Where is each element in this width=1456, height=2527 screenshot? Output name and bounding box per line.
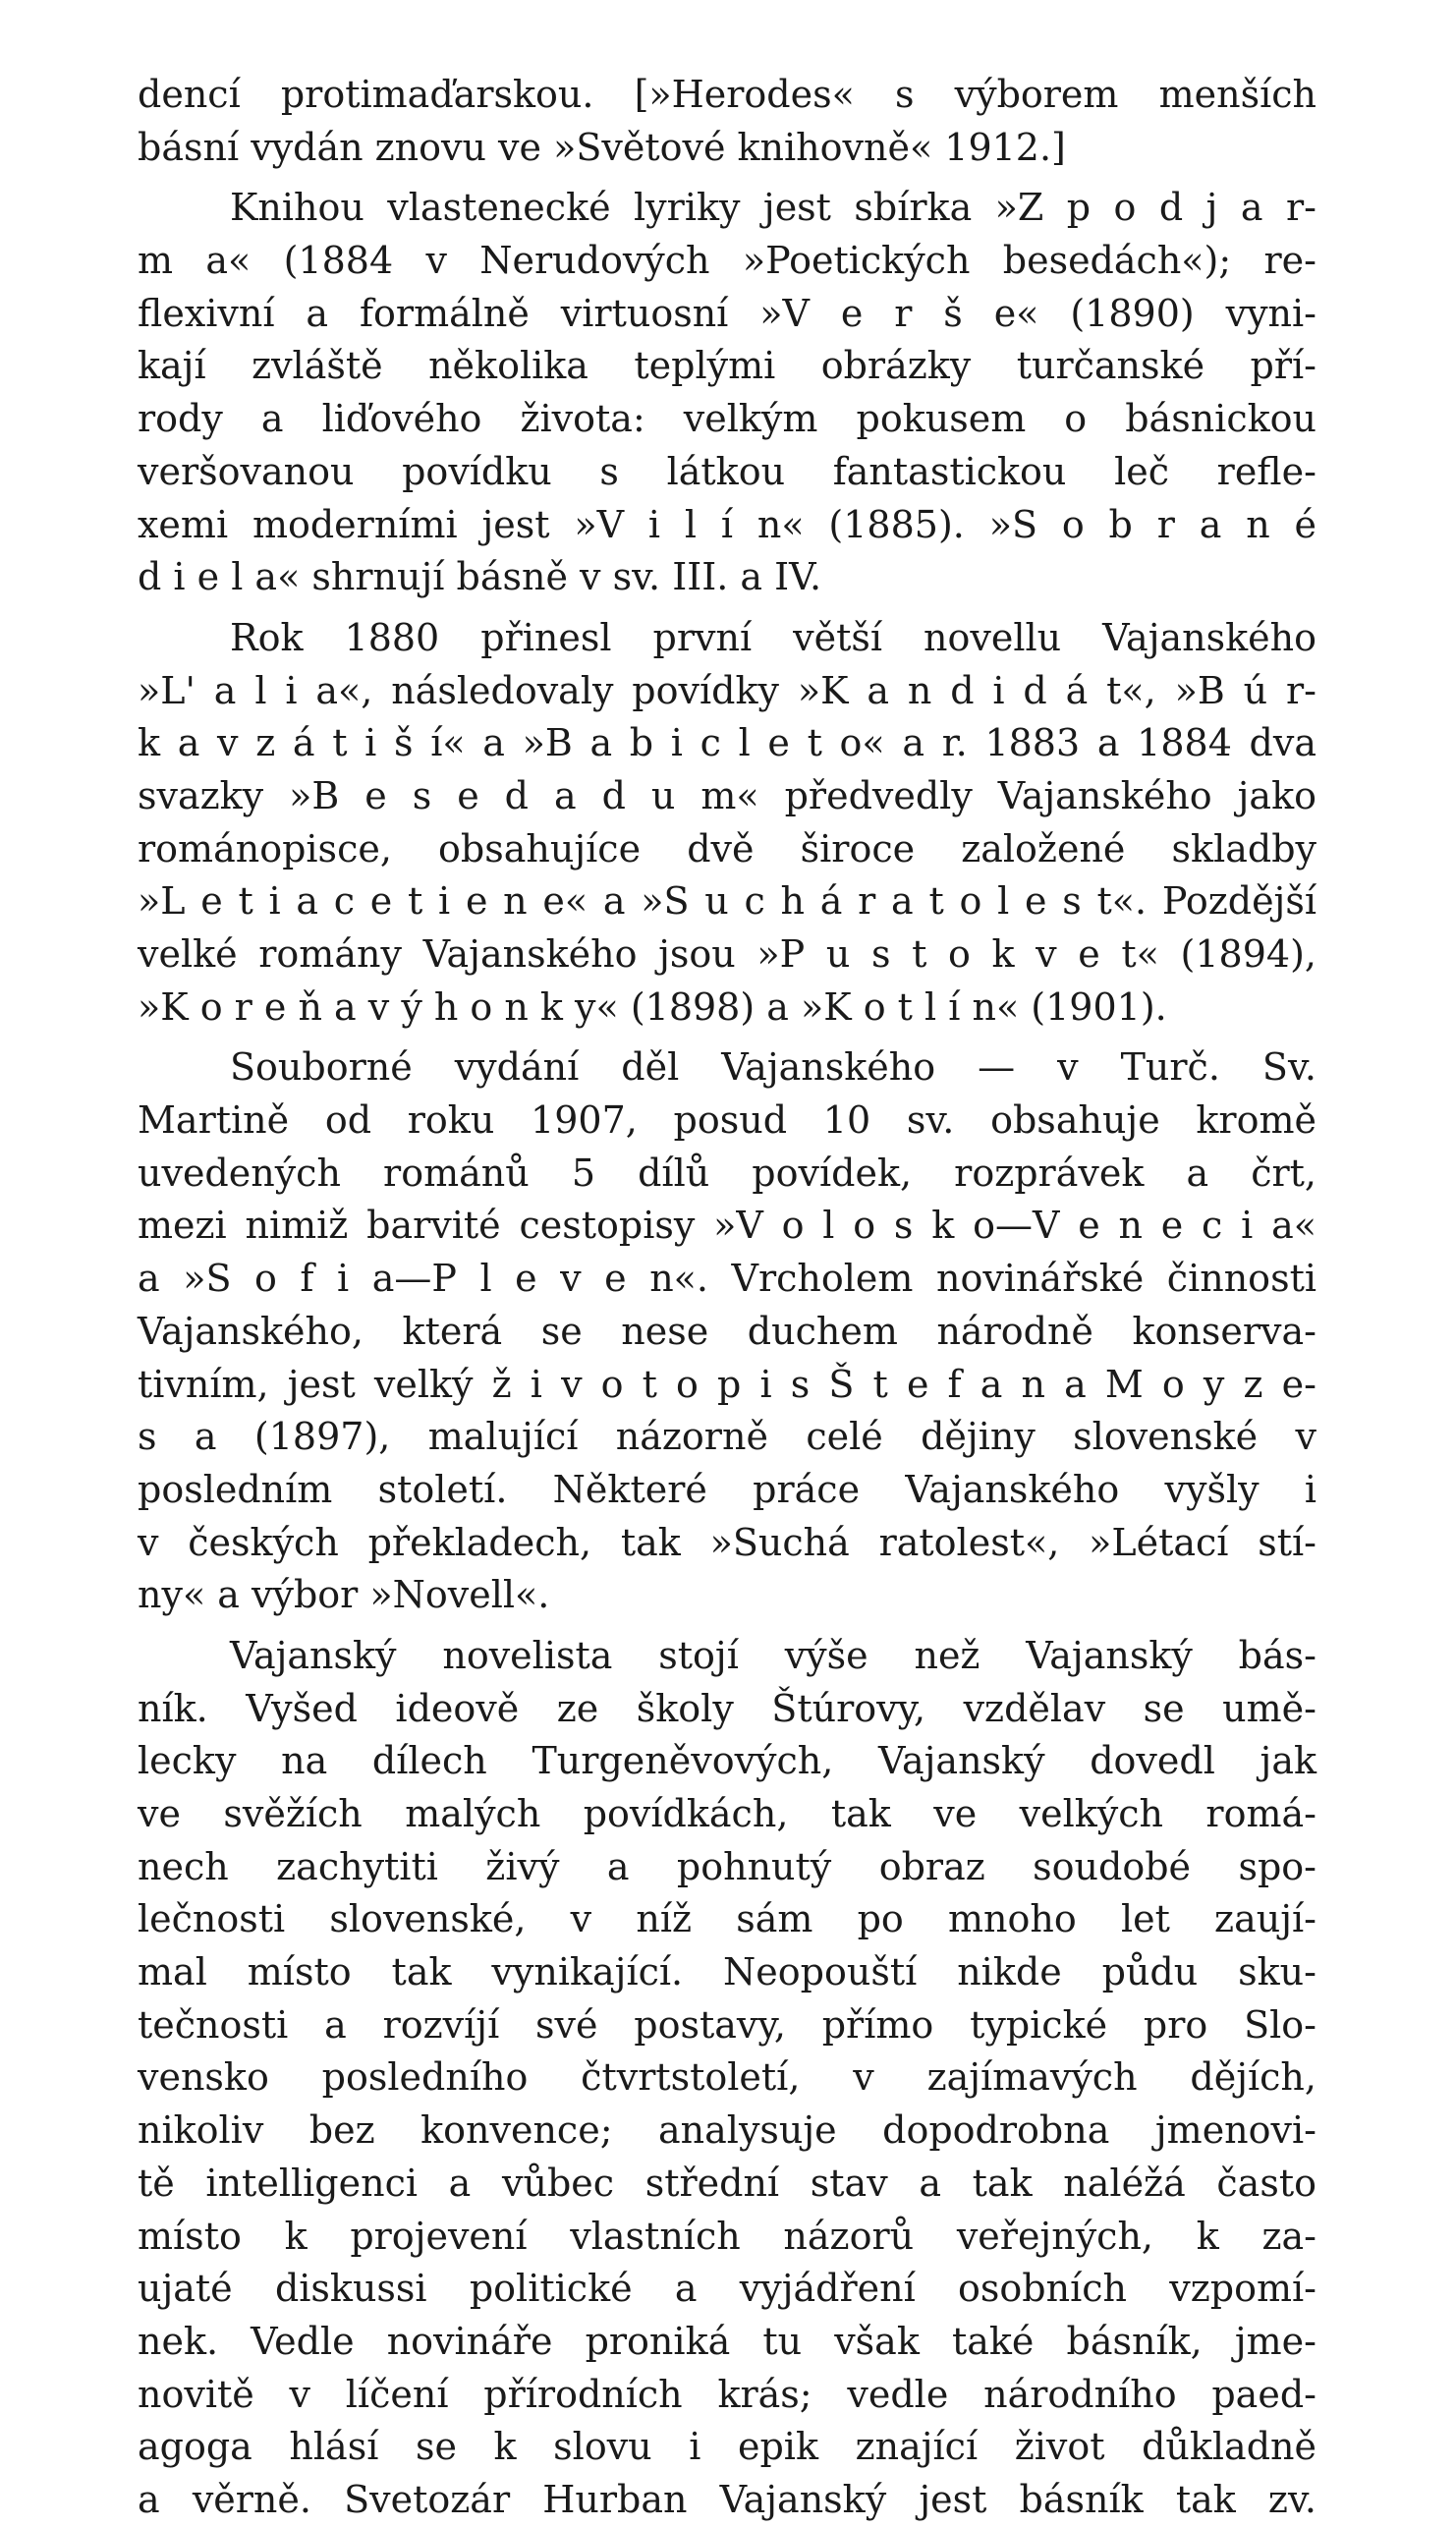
text-line: tě intelligenci a vůbec střední stav a tak naléžá často xyxy=(138,2161,1316,2205)
text-line: svazky »B e s e d a d u m« předvedly Vajanského jako xyxy=(138,773,1316,817)
text-line: kají zvláště několika teplými obrázky turčanské pří- xyxy=(138,344,1316,388)
text-line: uvedených románů 5 dílů povídek, rozprávek a črt, xyxy=(138,1151,1316,1195)
text-line: lecky na dílech Turgeněvových, Vajanský dovedl jak xyxy=(138,1739,1316,1783)
text-line: a »S o f i a—P l e v e n«. Vrcholem novinářské činnosti xyxy=(138,1257,1316,1301)
text-line: tečnosti a rozvíjí své postavy, přímo typické pro Slo- xyxy=(138,2002,1316,2047)
text-line: Vajanského, která se nese duchem národně konserva- xyxy=(138,1309,1316,1353)
text-line: lečnosti slovenské, v níž sám po mnoho let zaují- xyxy=(138,1897,1316,1941)
text-line: ník. Vyšed ideově ze školy Štúrovy, vzdělav se umě- xyxy=(138,1686,1316,1730)
paragraph-5 xyxy=(138,1630,1316,2527)
text-line: ve svěžích malých povídkách, tak ve velkých romá- xyxy=(138,1792,1316,1835)
text-line: Rok 1880 přinesl první větší novellu Vajanského xyxy=(230,615,1316,659)
text-line: rody a liďového života: velkým pokusem o básnickou xyxy=(138,397,1316,441)
text-line: posledním století. Některé práce Vajanského vyšly i xyxy=(138,1467,1316,1511)
text-line: agoga hlásí se k slovu i epik znající život důkladně xyxy=(138,2425,1316,2469)
text-line: v českých překladech, tak »Suchá ratolest«, »Létací stí- xyxy=(138,1520,1316,1564)
text-line: veršovanou povídku s látkou fantastickou leč refle- xyxy=(138,449,1316,493)
text-line: básní vydán znovu ve »Světové knihovně« 1912.] xyxy=(138,125,1066,169)
text-line: ujaté diskussi politické a vyjádření osobních vzpomí- xyxy=(138,2267,1316,2311)
text-line: vensko posledního čtvrtstoletí, v zajímavých dějích, xyxy=(138,2055,1316,2100)
text-line: novitě v líčení přírodních krás; vedle národního paed- xyxy=(138,2372,1316,2416)
text-line: nech zachytiti živý a pohnutý obraz soudobé spo- xyxy=(138,1844,1316,1888)
text-line: xemi moderními jest »V i l í n« (1885). »S o b r a n é xyxy=(138,502,1316,546)
text-line: »L e t i a c e t i e n e« a »S u c h á r a t o l e s t«. Pozdější xyxy=(138,879,1316,924)
text-line: tivním, jest velký ž i v o t o p i s Š t e f a n a M o y z e- xyxy=(138,1362,1316,1406)
text-line: Knihou vlastenecké lyriky jest sbírka »Z p o d j a r- xyxy=(230,186,1316,230)
text-line: ny« a výbor »Novell«. xyxy=(138,1573,550,1617)
text-line: s a (1897), malující názorně celé dějiny slovenské v xyxy=(138,1415,1316,1459)
text-line: flexivní a formálně virtuosní »V e r š e« (1890) vyni- xyxy=(138,291,1316,335)
text-line: nek. Vedle novináře proniká tu však také básník, jme- xyxy=(138,2319,1316,2363)
text-line: místo k projevení vlastních názorů veřejných, k za- xyxy=(138,2214,1316,2258)
text-line: mezi nimiž barvité cestopisy »V o l o s k o—V e n e c i a« xyxy=(138,1204,1316,1248)
text-line: Souborné vydání děl Vajanského — v Turč. Sv. xyxy=(230,1045,1316,1090)
paragraph-1 xyxy=(138,69,1316,174)
text-line: dencí protimaďarskou. [»Herodes« s výborem menších xyxy=(138,73,1316,116)
text-line: Vajanský novelista stojí výše než Vajanský bás- xyxy=(230,1633,1316,1677)
text-line: »L' a l i a«, následovaly povídky »K a n d i d á t«, »B ú r- xyxy=(138,668,1316,712)
text-line: mal místo tak vynikající. Neopouští nikde půdu sku- xyxy=(138,1950,1316,1994)
text-line: Martině od roku 1907, posud 10 sv. obsahuje kromě xyxy=(138,1098,1316,1143)
paragraph-4 xyxy=(138,1041,1316,1622)
text-line: d i e l a« shrnují básně v sv. III. a IV. xyxy=(138,555,822,599)
paragraph-2 xyxy=(138,182,1316,604)
text-line: nikoliv bez konvence; analysuje dopodrobna jmenovi- xyxy=(138,2108,1316,2153)
text-line: »K o r e ň a v ý h o n k y« (1898) a »K o t l í n« (1901). xyxy=(138,984,1167,1029)
text-line: a věrně. Svetozár Hurban Vajanský jest básník tak zv. xyxy=(138,2477,1316,2521)
text-line: velké romány Vajanského jsou »P u s t o k v e t« (1894), xyxy=(138,932,1316,976)
paragraph-3 xyxy=(138,612,1316,1035)
document-page xyxy=(138,69,1316,2527)
text-line: románopisce, obsahujíce dvě široce založené skladby xyxy=(138,826,1316,870)
text-line: m a« (1884 v Nerudových »Poetických besedách«); re- xyxy=(138,239,1316,283)
text-line: k a v z á t i š í« a »B a b i c l e t o« a r. 1883 a 1884 dva xyxy=(138,721,1316,765)
